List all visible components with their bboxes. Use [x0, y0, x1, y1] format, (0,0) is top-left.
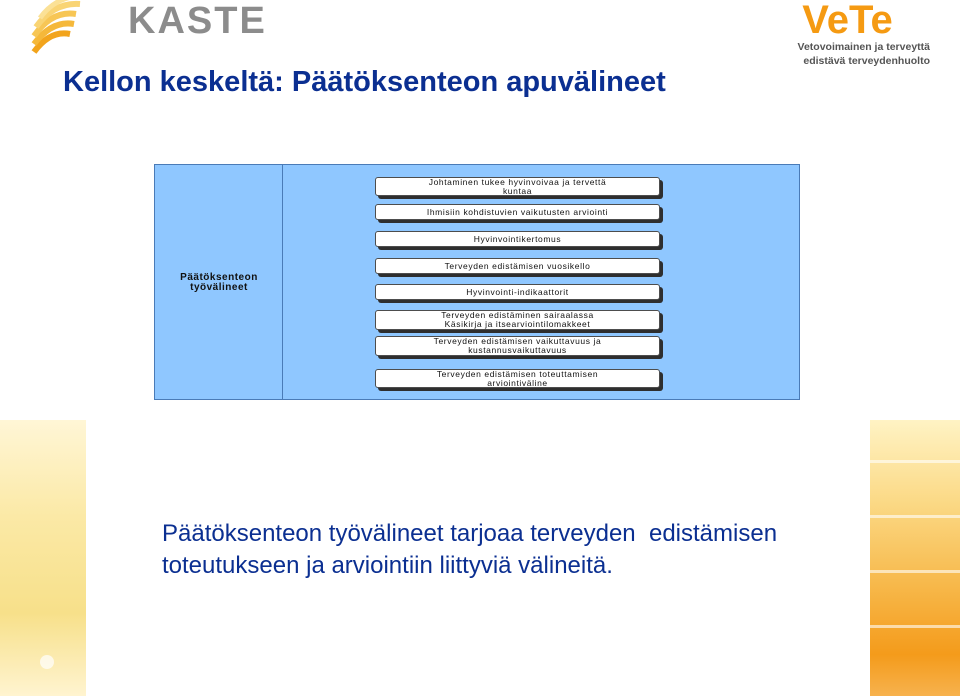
tool-box-annual-clock: Terveyden edistämisen vuosikello [375, 258, 660, 274]
page-title: Kellon keskeltä: Päätöksenteon apuvälineet [63, 66, 666, 98]
tool-box-leadership: Johtaminen tukee hyvinvoivaa ja tervettä kuntaa [375, 177, 660, 196]
tool-box-indicators: Hyvinvointi-indikaattorit [375, 284, 660, 300]
caption-line-1: Päätöksenteon työvälineet tarjoaa terveyden edistämisen [162, 520, 778, 547]
tool-box-impact-assessment: Ihmisiin kohdistuvien vaikutusten arviointi [375, 204, 660, 220]
kaste-sun-icon [30, 0, 94, 56]
vete-tagline-line1: Vetovoimainen ja terveyttä [797, 41, 930, 53]
tool-box-welfare-report: Hyvinvointikertomus [375, 231, 660, 247]
right-decorative-band [870, 420, 960, 696]
caption-text [162, 518, 862, 582]
tool-box-evaluation-tool: Terveyden edistämisen toteuttamisen arviointiväline [375, 369, 660, 388]
decision-tools-diagram [154, 164, 800, 400]
tool-box-cost-effectiveness: Terveyden edistämisen vaikuttavuus ja kustannusvaikuttavuus [375, 336, 660, 356]
vete-logo-title: VeTe [802, 0, 893, 42]
caption-line-2: toteutukseen ja arviointiin liittyviä välineitä. [162, 552, 613, 579]
vete-logo [765, 0, 930, 68]
kaste-logo [30, 0, 267, 58]
left-decorative-band [0, 420, 86, 696]
diagram-category-label: Päätöksenteon työvälineet [180, 272, 258, 293]
tool-box-hospital-handbook: Terveyden edistäminen sairaalassa Käsikirja ja itsearviointilomakkeet [375, 310, 660, 330]
vete-tagline-line2: edistävä terveydenhuolto [803, 55, 930, 67]
kaste-logo-text: KASTE [128, 0, 267, 42]
diagram-divider [282, 165, 283, 399]
